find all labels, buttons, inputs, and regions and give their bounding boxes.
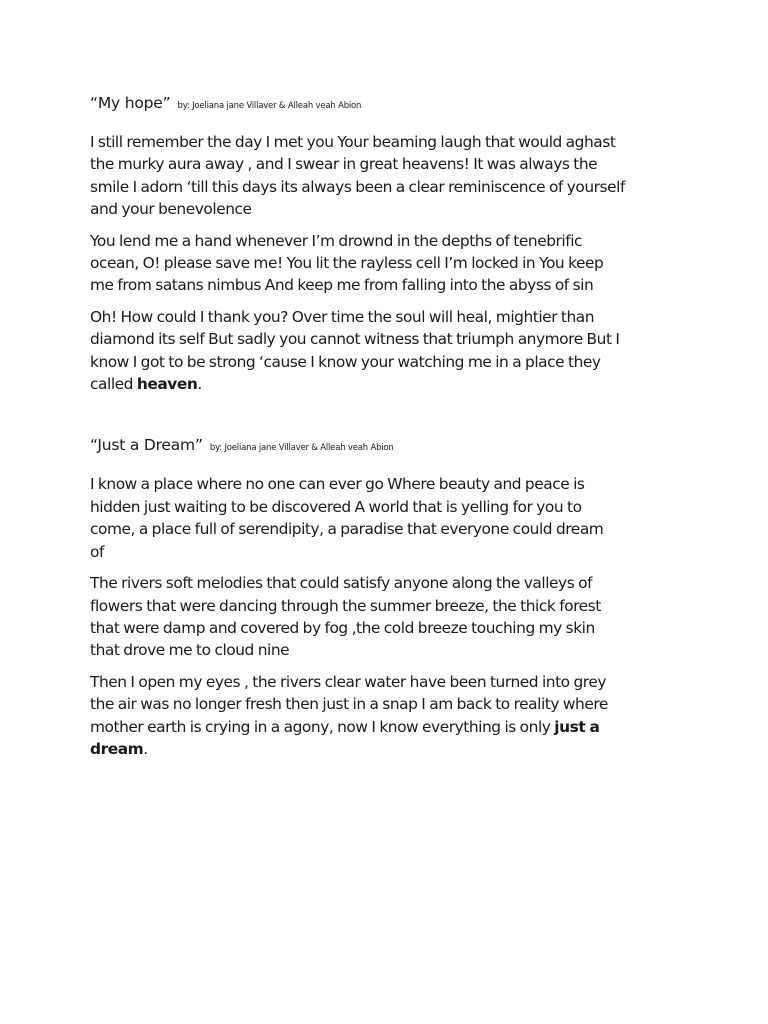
text-run: . bbox=[143, 739, 148, 758]
text-line: me from satans nimbus And keep me from falling into the abyss of sin bbox=[90, 276, 594, 295]
text-line: I know a place where no one can ever go Where beauty and peace is bbox=[90, 475, 585, 494]
paragraph bbox=[90, 131, 690, 221]
document-page bbox=[90, 92, 690, 769]
text-line: hidden just waiting to be discovered A world that is yelling for you to bbox=[90, 497, 582, 516]
text-line bbox=[90, 716, 690, 738]
poem-heading bbox=[90, 92, 690, 117]
text-line: that drove me to cloud nine bbox=[90, 641, 290, 660]
text-line: I still remember the day I met you Your beaming laugh that would aghast bbox=[90, 133, 616, 151]
text-line: flowers that were dancing through the summer breeze, the thick forest bbox=[90, 596, 601, 615]
text-line bbox=[90, 373, 690, 395]
text-run: . bbox=[197, 375, 202, 394]
text-line: the air was no longer fresh then just in a snap I am back to reality where bbox=[90, 695, 608, 714]
poem-byline: by: Joeliana jane Villaver & Alleah veah Abion bbox=[177, 101, 362, 111]
text-run: mother earth is crying in a agony, now I know everything is only bbox=[90, 717, 555, 736]
poem-title: “My hope” bbox=[90, 94, 171, 112]
poem-my-hope bbox=[90, 92, 690, 395]
text-line: know I got to be strong ‘cause I know your watching me in a place they bbox=[90, 352, 601, 371]
paragraph bbox=[90, 473, 690, 563]
text-line: Oh! How could I thank you? Over time the soul will heal, mightier than bbox=[90, 307, 595, 326]
text-line bbox=[90, 738, 690, 760]
text-line: come, a place full of serendipity, a paradise that everyone could dream bbox=[90, 520, 604, 539]
text-line: ocean, O! please save me! You lit the rayless cell I’m locked in You keep bbox=[90, 254, 604, 273]
poem-title: “Just a Dream” bbox=[90, 436, 203, 455]
text-line: smile I adorn ‘till this days its always been a clear reminiscence of yourself bbox=[90, 177, 625, 196]
text-line: The rivers soft melodies that could satisfy anyone along the valleys of bbox=[90, 574, 593, 593]
poem-just-a-dream bbox=[90, 434, 690, 760]
paragraph bbox=[90, 572, 690, 662]
bold-word: dream bbox=[90, 739, 144, 758]
text-line: the murky aura away , and I swear in great heavens! It was always the bbox=[90, 155, 598, 174]
bold-word: just a bbox=[554, 717, 600, 736]
text-line: that were damp and covered by fog ,the cold breeze touching my skin bbox=[90, 618, 595, 637]
poem-heading bbox=[90, 434, 690, 459]
text-line: diamond its self But sadly you cannot witness that triumph anymore But I bbox=[90, 330, 620, 349]
poem-byline: by: Joeliana jane Villaver & Alleah veah Abion bbox=[209, 443, 394, 454]
text-line: and your benevolence bbox=[90, 200, 252, 219]
bold-word: heaven bbox=[136, 375, 198, 394]
text-line: of bbox=[90, 542, 104, 561]
text-line: Then I open my eyes , the rivers clear water have been turned into grey bbox=[90, 672, 607, 691]
text-run: called bbox=[90, 375, 137, 394]
paragraph bbox=[90, 306, 690, 396]
paragraph bbox=[90, 671, 690, 761]
paragraph bbox=[90, 230, 690, 297]
text-line: You lend me a hand whenever I’m drownd in the depths of tenebrific bbox=[90, 231, 583, 250]
